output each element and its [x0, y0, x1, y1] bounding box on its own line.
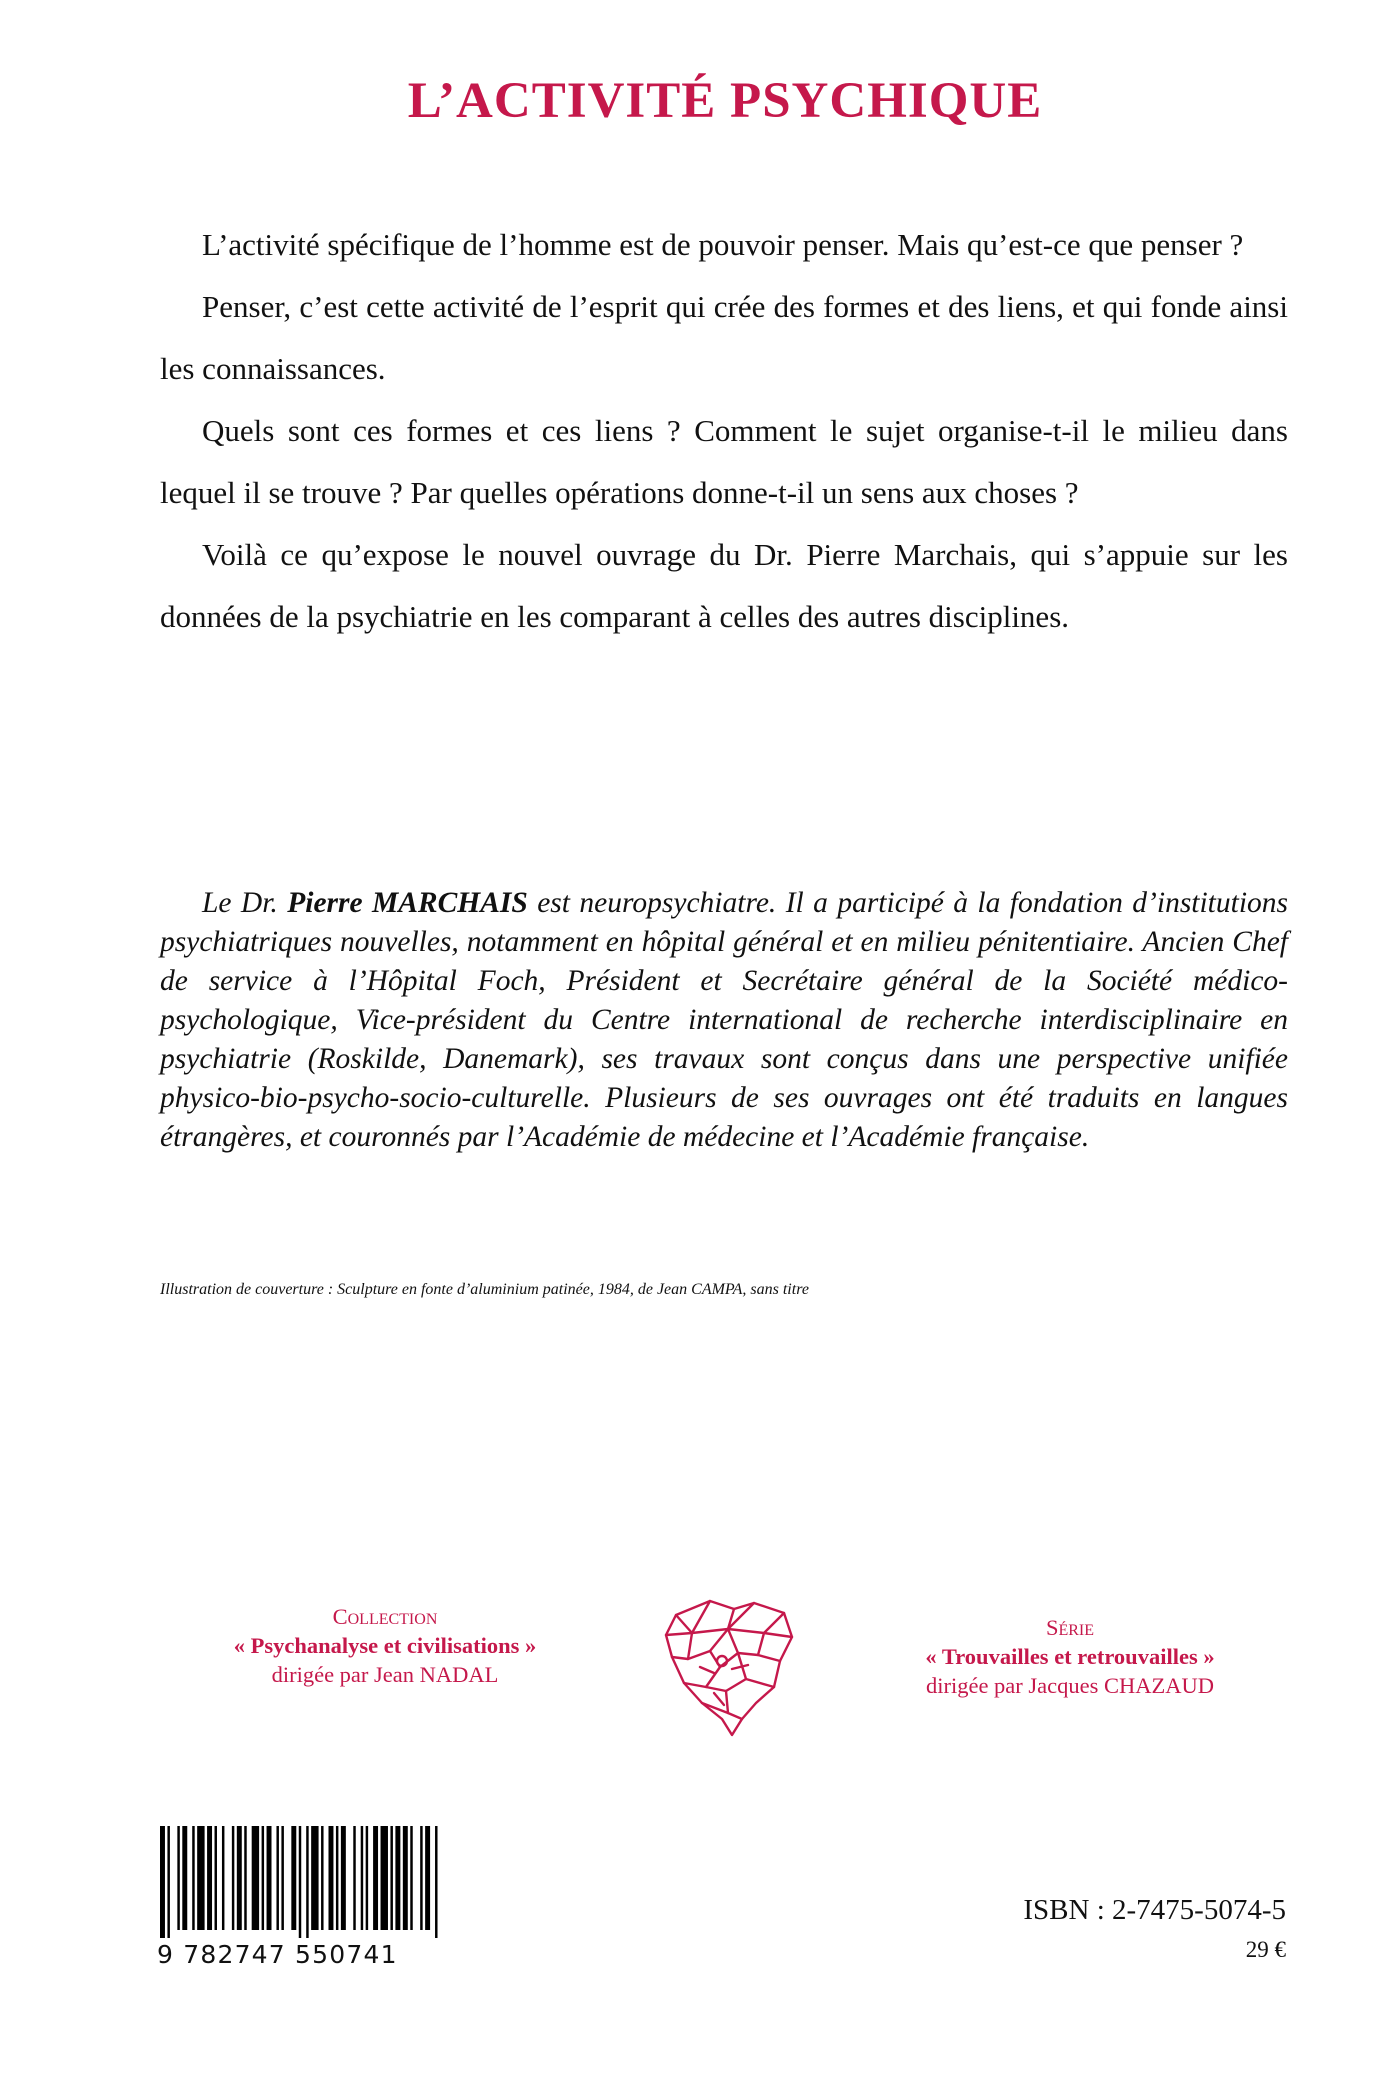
barcode-bar — [321, 1826, 323, 1930]
publisher-logo-icon — [662, 1595, 796, 1737]
barcode-bar — [328, 1826, 333, 1930]
blurb-paragraph: Quels sont ces formes et ces liens ? Comment le sujet organise-t-il le milieu dans lequel il se trouve ? Par quelles opérations donne-t-il un sens aux choses ? — [160, 413, 1288, 510]
barcode-bar — [373, 1826, 378, 1930]
barcode-bar — [267, 1826, 272, 1930]
serie-block — [860, 1613, 1280, 1700]
barcode-bar — [306, 1826, 308, 1938]
barcode-bar — [237, 1826, 242, 1930]
barcode-bar — [410, 1826, 412, 1930]
blurb-paragraph: L’activité spécifique de l’homme est de pouvoir penser. Mais qu’est-ce que penser ? — [202, 227, 1244, 262]
collection-name: « Psychanalyse et civilisations » — [233, 1633, 537, 1658]
barcode-digits: 9 782747 550741 — [157, 1940, 398, 1969]
collection-block — [180, 1602, 590, 1689]
barcode-bar — [252, 1826, 259, 1930]
barcode-bar — [177, 1826, 179, 1930]
bio-prefix: Le Dr. — [202, 887, 278, 919]
barcode-bar — [281, 1826, 283, 1930]
barcode-bar — [361, 1826, 363, 1930]
cover-illustration-credit: Illustration de couverture : Sculpture en fonte d’aluminium patinée, 1984, de Jean CAMPA, sans titre — [160, 1281, 809, 1298]
barcode-bar — [425, 1826, 430, 1930]
barcode-bar — [222, 1826, 224, 1930]
barcode-bar — [182, 1826, 187, 1930]
barcode-bar — [336, 1826, 338, 1930]
collection-director: dirigée par Jean NADAL — [271, 1662, 499, 1687]
barcode-bar — [311, 1826, 318, 1930]
collection-label: Collection — [332, 1604, 438, 1629]
blurb-paragraph: Penser, c’est cette activité de l’esprit qui crée des formes et des liens, et qui fonde ainsi les connaissances. — [160, 289, 1288, 386]
barcode-bar — [435, 1826, 437, 1938]
barcode-bar — [366, 1826, 368, 1930]
blurb — [160, 214, 1288, 648]
barcode-bar — [244, 1826, 246, 1930]
serie-label: Série — [1045, 1615, 1095, 1640]
barcode-bar — [341, 1826, 346, 1930]
barcode-bar — [262, 1826, 264, 1930]
barcode-bar — [395, 1826, 400, 1930]
barcode-bar — [160, 1826, 165, 1938]
barcode-bar — [207, 1826, 212, 1930]
book-title: L’ACTIVITÉ PSYCHIQUE — [407, 73, 1043, 129]
author-name: Pierre MARCHAIS — [287, 887, 528, 919]
serie-name: « Trouvailles et retrouvailles » — [925, 1644, 1215, 1669]
price: 29 € — [1245, 1937, 1286, 1962]
barcode-bar — [381, 1826, 388, 1930]
serie-director: dirigée par Jacques CHAZAUD — [925, 1673, 1215, 1698]
bio-text: est neuropsychiatre. Il a participé à la fondation d’institutions psychiatriques nouvelles, notamment en hôpital général et en milieu pénitentiaire. Ancien Chef de service à l’Hôpital Foch, Président et Secrétaire général de la Société médico-psychologique, Vice-président du Centre international de recherche interdisciplinaire en psychiatrie (Roskilde, Danemark), ses travaux sont conçus dans une perspective unifiée physico-bio-psycho-socio-culturelle. Plusieurs de ses ouvrages ont été traduits en langues étrangères, et couronnés par l’Académie de médecine et l’Académie française. — [160, 887, 1289, 1153]
barcode-bar — [167, 1826, 169, 1938]
barcode-bar — [353, 1826, 355, 1930]
barcode-icon — [160, 1826, 440, 1938]
isbn: ISBN : 2-7475-5074-5 — [1023, 1894, 1286, 1926]
barcode-bar — [215, 1826, 217, 1930]
barcode-bar — [299, 1826, 301, 1938]
blurb-paragraph: Voilà ce qu’expose le nouvel ouvrage du Dr. Pierre Marchais, qui s’appuie sur les données de la psychiatrie en les comparant à celles des autres disciplines. — [160, 537, 1288, 634]
barcode-bar — [197, 1826, 204, 1930]
barcode-bar — [276, 1826, 278, 1930]
author-bio — [160, 884, 1288, 1157]
barcode-bar — [403, 1826, 408, 1930]
barcode-bar — [192, 1826, 194, 1930]
barcode-bar — [232, 1826, 234, 1930]
barcode-bar — [390, 1826, 392, 1930]
barcode-bar — [420, 1826, 422, 1930]
barcode-bar — [291, 1826, 296, 1930]
